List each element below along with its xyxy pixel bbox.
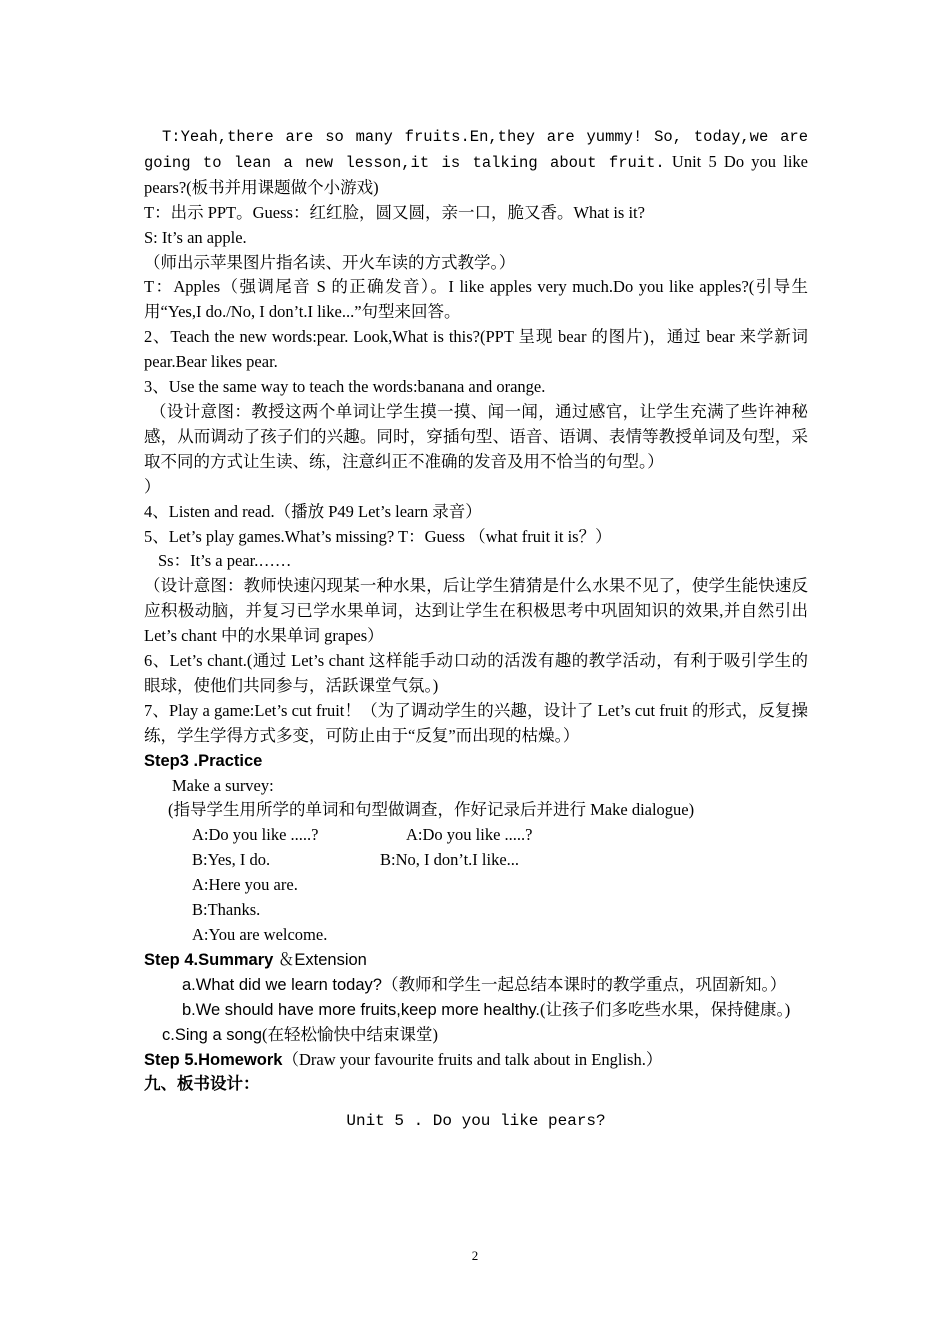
teacher-intro-unit: Unit 5 Do you like pears?(板书并用课题做个小游戏) [144, 151, 808, 197]
summary-c-zh: (在轻松愉快中结束课堂) [261, 1024, 438, 1044]
step-3-line: 3、Use the same way to teach the words:banana and orange. [144, 377, 546, 397]
dialogue-b2: B:Thanks. [192, 900, 261, 920]
teacher-apples-line: T：Apples（强调尾音 S 的正确发音）。I like apples very much.Do you like apples?(引导生用“Yes,I do./No, I don’t.I like...”句型来回答。 [144, 277, 808, 322]
dialogue-row-2 [144, 848, 808, 873]
survey-note: (指导学生用所学的单词和句型做调查，作好记录后并进行 Make dialogue) [168, 800, 695, 820]
students-pear-line: Ss：It’s a pear.…… [158, 551, 292, 571]
closing-paren: ） [144, 476, 161, 496]
summary-a [144, 973, 808, 998]
step-2-line: 2、Teach the new words:pear. Look,What is this?(PPT 呈现 bear 的图片)，通过 bear 来学新词 pear.Bear likes pear. [144, 327, 808, 372]
dialogue-a1: A:Do you like .....? [192, 825, 319, 845]
summary-c [144, 1023, 808, 1048]
step-5-line: 5、Let’s play games.What’s missing? T：Guess （what fruit it is？） [144, 526, 612, 546]
board-design-heading: 九、板书设计： [144, 1074, 260, 1094]
board-title: Unit 5 . Do you like pears? [346, 1112, 606, 1131]
summary-heading-summary: Summary [198, 950, 274, 969]
summary-a-zh: （教师和学生一起总结本课时的教学重点，巩固新知。） [381, 974, 787, 994]
summary-heading-extension: ＆Extension [273, 950, 367, 969]
teacher-intro [144, 124, 808, 201]
step-4-line: 4、Listen and read.（播放 P49 Let’s learn 录音） [144, 501, 482, 521]
summary-b-en: b.We should have more fruits,keep more healthy. [182, 1000, 540, 1019]
summary-heading-step: Step 4. [144, 950, 199, 969]
dialogue-b1: B:Yes, I do. [192, 850, 271, 870]
summary-heading [144, 948, 808, 973]
homework-text: （Draw your favourite fruits and talk about in English.） [282, 1049, 663, 1069]
summary-b [144, 998, 808, 1023]
document-page [144, 124, 808, 1150]
step-7-line: 7、Play a game:Let’s cut fruit！（为了调动学生的兴趣，设计了 Let’s cut fruit 的形式，反复操练，学生学得方式多变，可防止由于“反复”而出现的枯燥。） [144, 700, 808, 745]
homework-step: Step 5. [144, 1050, 199, 1069]
homework-line [144, 1048, 808, 1073]
survey-line: Make a survey: [172, 775, 274, 795]
practice-heading: Step3 .Practice [144, 751, 263, 770]
dialogue-a2: A:Here you are. [192, 875, 298, 895]
design-intent-1: （设计意图：教授这两个单词让学生摸一摸、闻一闻，通过感官，让学生充满了些许神秘感，从而调动了孩子们的兴趣。同时，穿插句型、语音、语调、表情等教授单词及句型，采取不同的方式让生读、练，注意纠正不准确的发音及用不恰当的句型。） [144, 401, 808, 471]
dialogue-a1-alt: A:Do you like .....? [406, 825, 533, 845]
summary-b-zh: (让孩子们多吃些水果，保持健康。) [540, 999, 791, 1019]
teacher-intro-mono: T:Yeah,there are so many fruits.En,they are yummy! So, today,we are going to lean a new lesson,it is talking about fruit. [144, 128, 808, 172]
summary-c-en: c.Sing a song [162, 1025, 262, 1044]
design-intent-2: （设计意图：教师快速闪现某一种水果，后让学生猜猜是什么水果不见了，使学生能快速反应积极动脑，并复习已学水果单词，达到让学生在积极思考中巩固知识的效果,并自然引出 Let’s chant 中的水果单词 grapes） [144, 576, 808, 646]
student-apple-line: S: It’s an apple. [144, 227, 247, 247]
note-apple: （师出示苹果图片指名读、开火车读的方式教学。） [144, 252, 516, 272]
teacher-ppt-line: T：出示 PPT。Guess：红红脸，圆又圆，亲一口，脆又香。What is it? [144, 202, 645, 222]
dialogue-row-1 [144, 823, 808, 848]
dialogue-b1-alt: B:No, I don’t.I like... [380, 850, 520, 870]
step-6-line: 6、Let’s chant.(通过 Let’s chant 这样能手动口动的活泼有趣的教学活动，有利于吸引学生的眼球，使他们共同参与，活跃课堂气氛。) [144, 651, 808, 695]
page-number: 2 [471, 1248, 479, 1263]
summary-a-en: a.What did we learn today? [182, 975, 382, 994]
dialogue-a3: A:You are welcome. [192, 925, 328, 944]
homework-label: Homework [198, 1050, 283, 1069]
